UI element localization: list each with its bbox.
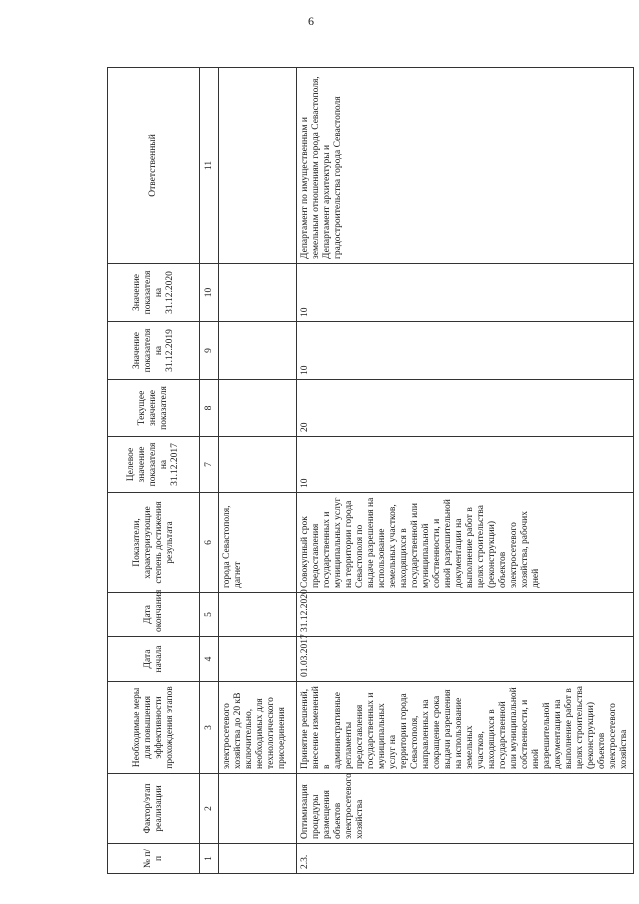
- start-date-cell: [219, 637, 297, 682]
- row-number-cell: [219, 844, 297, 874]
- factor-cell: [219, 774, 297, 844]
- responsible-cell: Департамент по имущественным и земельным отношениям города Севастополя, Департамент архитектуры и градостроительства города Севастополя: [297, 68, 634, 264]
- measures-table: [107, 67, 634, 874]
- header-cell: Значение показателя на 31.12.2019: [108, 322, 200, 380]
- value-2020-cell: 10: [297, 264, 634, 322]
- header-cell: № п/п: [108, 844, 200, 874]
- indicator-cell: города Севастополя, дагнет: [219, 493, 297, 593]
- indicator-cell: Совокупный срок предоставления государственных и муниципальных услуг на территории города Севастополя по выдаче разрешения на использование земельных участков, находящихся в государственной или муниципальной собственности, и иной разрешительной документации на выполнение работ в целях строительства (реконструкции) объектов электросетевого хозяйства, рабочих дней: [297, 493, 634, 593]
- column-number: 11: [200, 68, 219, 264]
- measures-cell: электросетевого хозяйства до 20 кВ включительно, необходимых для технологического присоединения: [219, 682, 297, 774]
- header-row: [108, 68, 200, 874]
- header-cell: Необходимые меры для повышения эффективности прохождения этапов: [108, 682, 200, 774]
- column-number: 8: [200, 380, 219, 437]
- value-2020-cell: [219, 264, 297, 322]
- header-cell: Ответственный: [108, 68, 200, 264]
- header-cell: Дата начала: [108, 637, 200, 682]
- header-cell: Значение показателя на 31.12.2020: [108, 264, 200, 322]
- column-number: 1: [200, 844, 219, 874]
- current-value-cell: 20: [297, 380, 634, 437]
- rotated-table-container: [107, 68, 629, 874]
- column-number: 7: [200, 437, 219, 493]
- table-row: [219, 68, 297, 874]
- header-cell: Показатели, характеризующие степень достижения результата: [108, 493, 200, 593]
- header-cell: Фактор/этап реализации: [108, 774, 200, 844]
- header-cell: Дата окончания: [108, 593, 200, 637]
- column-number: 2: [200, 774, 219, 844]
- value-2019-cell: 10: [297, 322, 634, 380]
- value-2019-cell: [219, 322, 297, 380]
- column-number: 3: [200, 682, 219, 774]
- target-2017-cell: [219, 437, 297, 493]
- start-date-cell: 01.03.2017: [297, 637, 634, 682]
- column-number: 4: [200, 637, 219, 682]
- end-date-cell: [219, 593, 297, 637]
- current-value-cell: [219, 380, 297, 437]
- table-row: [297, 68, 634, 874]
- measures-cell: Принятие решений, внесение изменений в административные регламенты предоставления государственных и муниципальных услуг на территории города Севастополя, направленных на сокращение срока выдачи разрешения на использование земельных участков, находящихся в государственной или муниципальной собственности, и иной разрешительной документации на выполнение работ в целях строительства (реконструкции) объектов электросетевого хозяйства: [297, 682, 634, 774]
- factor-cell: Оптимизация процедуры размещения объектов электросетевого хозяйства: [297, 774, 634, 844]
- header-cell: Целевое значение показателя на 31.12.2017: [108, 437, 200, 493]
- end-date-cell: 31.12.2020: [297, 593, 634, 637]
- column-number: 5: [200, 593, 219, 637]
- column-number: 9: [200, 322, 219, 380]
- responsible-cell: [219, 68, 297, 264]
- header-cell: Текущее значение показателя: [108, 380, 200, 437]
- column-number: 6: [200, 493, 219, 593]
- target-2017-cell: 10: [297, 437, 634, 493]
- page-number: 6: [308, 14, 314, 28]
- column-number-row: [200, 68, 219, 874]
- column-number: 10: [200, 264, 219, 322]
- row-number-cell: 2.3.: [297, 844, 634, 874]
